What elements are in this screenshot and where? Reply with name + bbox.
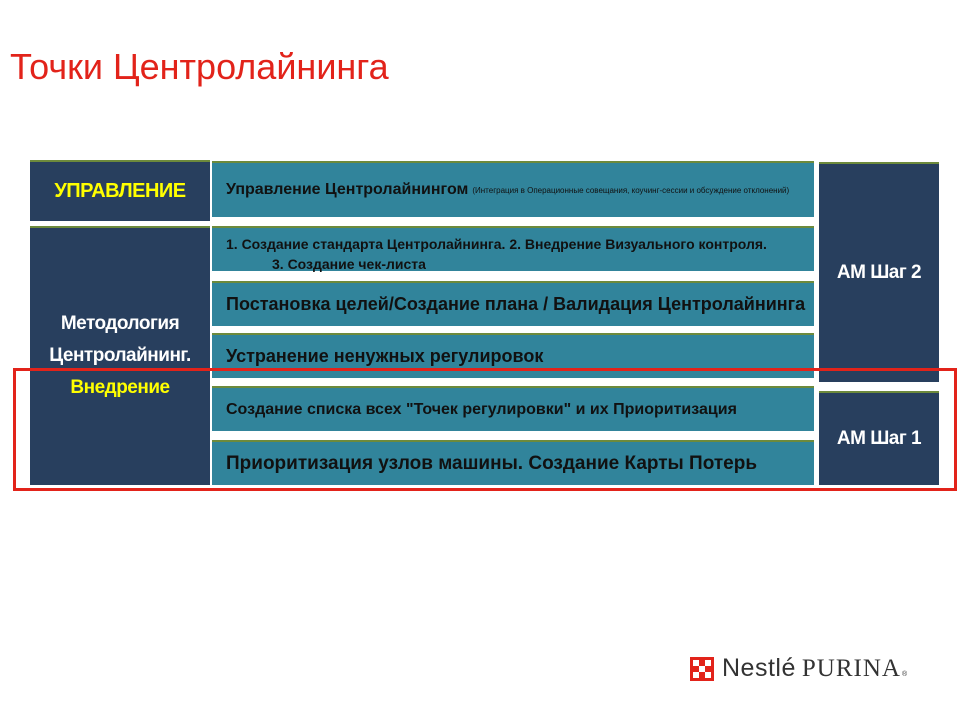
logo-nestle-text: Nestlé: [722, 654, 796, 682]
step-row-standard-line-2: 3. Создание чек-листа: [272, 256, 426, 272]
purina-checkerboard-icon: [690, 657, 714, 681]
step-row-standard: [212, 226, 814, 271]
step-row-goals: [212, 281, 814, 326]
logo-registered-mark: ®: [901, 671, 908, 678]
am-step-2-box: [819, 162, 939, 382]
am-step-1-label: AM Шаг 1: [836, 428, 922, 449]
nestle-purina-logo: [690, 654, 907, 683]
am-step-2-label: AM Шаг 2: [836, 262, 922, 283]
step-row-management-text: Управление Центролайнингом: [226, 181, 469, 198]
methodology-line-3: Внедрение: [70, 377, 170, 398]
methodology-line-1: Методология: [60, 313, 180, 334]
management-label: УПРАВЛЕНИЕ: [54, 180, 186, 202]
highlight-frame: [13, 368, 957, 491]
step-row-management-note: (Интеграция в Операционные совещания, коучинг-сессии и обсуждение отклонений): [472, 185, 790, 195]
methodology-line-2: Центролайнинг.: [49, 345, 191, 366]
step-row-standard-line-1: 1. Создание стандарта Центролайнинга. 2. Внедрение Визуального контроля.: [226, 236, 767, 252]
slide-title: Точки Центролайнинга: [10, 46, 389, 87]
logo-purina-text: PURINA: [801, 654, 901, 682]
management-label-box: [30, 160, 210, 221]
step-row-adjustment-list-text: Создание списка всех "Точек регулировки" и их Приоритизация: [226, 400, 737, 418]
step-row-goals-text: Постановка целей/Создание плана / Валидация Центролайнинга: [226, 294, 806, 314]
step-row-eliminate-text: Устранение ненужных регулировок: [226, 346, 544, 366]
step-row-loss-map-text: Приоритизация узлов машины. Создание Карты Потерь: [226, 452, 758, 474]
step-row-management: [212, 161, 814, 217]
